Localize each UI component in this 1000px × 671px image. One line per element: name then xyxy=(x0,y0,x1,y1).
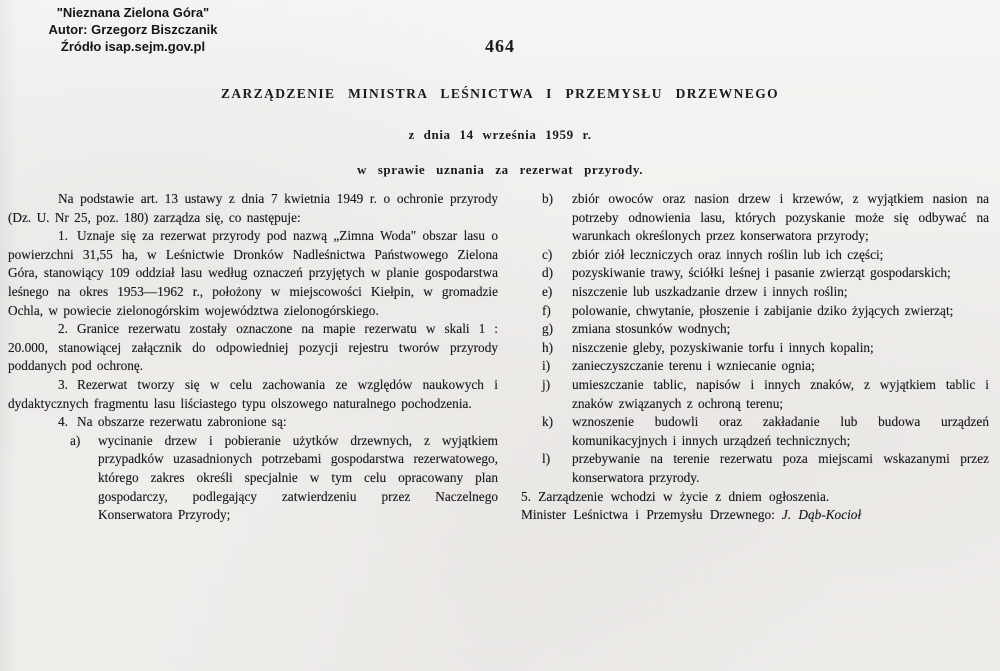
signature-name: J. Dąb-Kocioł xyxy=(781,507,862,523)
paragraph-3-number: 3. xyxy=(58,376,68,392)
prohibition-item-f xyxy=(521,302,989,321)
item-b-marker: b) xyxy=(542,191,554,206)
item-f-text: polowanie, chwytanie, płoszenie i zabijanie dziko żyjących zwierząt; xyxy=(572,302,954,318)
paragraph-3 xyxy=(8,376,498,413)
paragraph-4-number: 4. xyxy=(58,414,68,430)
prohibition-item-c xyxy=(521,246,989,265)
act-subject-line: w sprawie uznania za rezerwat przyrody. xyxy=(356,162,644,177)
prohibition-item-j xyxy=(521,376,989,413)
paragraph-3-text: Rezerwat tworzy się w celu zachowania ze względów naukowych i dydaktycznych fragmentu lasu liściastego typu olszowego naturalnego pochodzenia. xyxy=(8,376,498,411)
item-i-text: zanieczyszczanie terenu i wzniecanie ognia; xyxy=(572,358,815,374)
left-column xyxy=(8,190,498,525)
item-k-text: wznoszenie budowli oraz zakładanie lub budowa urządzeń komunikacyjnych i innych urządzeń technicznych; xyxy=(572,414,989,448)
paragraph-1-number: 1. xyxy=(58,228,68,244)
watermark-title-line: "Nieznana Zielona Góra" xyxy=(56,5,210,20)
item-j-text: umieszczanie tablic, napisów i innych znaków, z wyjątkiem tablic i znaków związanych z ochroną terenu; xyxy=(572,376,989,411)
paragraph-1 xyxy=(8,227,498,320)
prohibition-item-l xyxy=(521,450,989,487)
item-h-text: niszczenie gleby, pozyskiwanie torfu i innych kopalin; xyxy=(572,339,874,355)
item-a-text: wycinanie drzew i pobieranie użytków drzewnych, z wyjątkiem przypadków uzasadnionych potrzebami gospodarstwa rezerwatowego, którego zakres określi specjalnie w tym celu opracowany plan gospodarczy, podlegający zatwierdzeniu przez Naczelnego Konserwatora Przyrody; xyxy=(98,432,498,523)
watermark-source-line: Źródło isap.sejm.gov.pl xyxy=(60,39,206,54)
prohibition-item-b xyxy=(521,190,989,246)
paragraph-4-text: Na obszarze rezerwatu zabronione są: xyxy=(76,414,287,430)
item-f-marker: f) xyxy=(542,302,551,318)
prohibition-item-d xyxy=(521,264,989,283)
item-h-marker: h) xyxy=(542,339,554,355)
prohibition-item-k xyxy=(521,413,989,450)
watermark-author-line: Autor: Grzegorz Biszczanik xyxy=(48,22,218,37)
item-k-marker: k) xyxy=(542,414,554,430)
act-number: 464 xyxy=(485,36,515,56)
item-l-marker: l) xyxy=(542,451,551,467)
closing-paragraph-5: 5. Zarządzenie wchodzi w życie z dniem ogłoszenia. xyxy=(521,488,830,504)
right-column xyxy=(521,190,989,525)
item-a-marker: a) xyxy=(70,432,81,448)
item-c-marker: c) xyxy=(542,246,553,262)
signature-label: Minister Leśnictwa i Przemysłu Drzewnego: xyxy=(521,507,775,523)
paragraph-2-number: 2. xyxy=(58,321,68,337)
item-e-marker: e) xyxy=(542,283,553,299)
intro-paragraph: Na podstawie art. 13 ustawy z dnia 7 kwietnia 1949 r. o ochronie przyrody (Dz. U. Nr 25, poz. 180) zarządza się, co następuje: xyxy=(8,191,498,225)
item-d-marker: d) xyxy=(542,265,554,281)
act-title: ZARZĄDZENIE MINISTRA LEŚNICTWA I PRZEMYSŁU DRZEWNEGO xyxy=(220,86,780,101)
prohibition-item-h xyxy=(521,339,989,358)
item-e-text: niszczenie lub uszkadzanie drzew i innych roślin; xyxy=(572,283,848,299)
prohibition-item-i xyxy=(521,357,989,376)
act-date-line: z dnia 14 września 1959 r. xyxy=(408,127,592,142)
signature-line xyxy=(521,506,989,525)
item-i-marker: i) xyxy=(542,358,551,374)
item-j-marker: j) xyxy=(542,376,551,392)
paragraph-2-text: Granice rezerwatu zostały oznaczone na mapie rezerwatu w skali 1 : 20.000, stanowiącej załącznik do odpowiedniej pozycji rejestru tworów przyrody poddanych pod ochronę. xyxy=(8,321,498,374)
item-g-text: zmiana stosunków wodnych; xyxy=(572,321,731,337)
prohibition-item-a xyxy=(8,432,498,525)
item-d-text: pozyskiwanie trawy, ściółki leśnej i pasanie zwierząt gospodarskich; xyxy=(572,265,951,281)
paragraph-4 xyxy=(8,413,498,432)
paragraph-2 xyxy=(8,320,498,376)
prohibition-item-e xyxy=(521,283,989,302)
item-c-text: zbiór ziół leczniczych oraz innych roślin lub ich części; xyxy=(572,246,884,262)
item-l-text: przebywanie na terenie rezerwatu poza miejscami wskazanymi przez konserwatora przyrody. xyxy=(572,451,989,485)
prohibition-item-g xyxy=(521,320,989,339)
paragraph-1-text: Uznaje się za rezerwat przyrody pod nazwą „Zimna Woda" obszar lasu o powierzchni 31,55 ha, w Leśnictwie Dronków Nadleśnictwa Państwowego Zielona Góra, stanowiący 109 oddział lasu według oznaczeń przyjętych w planie gospodarstwa leśnego na okres 1953—1962 r., położony w miejscowości Kiełpin, w gromadzie Ochla, w powiecie zielonogórskim województwa zielonogórskiego. xyxy=(8,228,498,318)
item-b-text: zbiór owoców oraz nasion drzew i krzewów, z wyjątkiem nasion na potrzeby odnowienia lasu, których pozyskanie może się odbywać na warunkach określonych przez konserwatora przyrody; xyxy=(572,191,989,244)
item-g-marker: g) xyxy=(542,321,554,337)
